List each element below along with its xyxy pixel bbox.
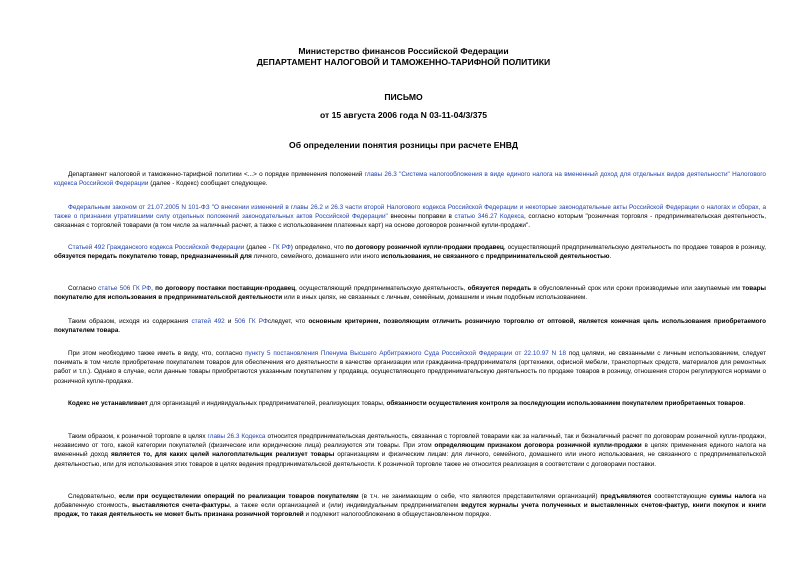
text-span: ) определено, что [290, 244, 346, 251]
link-article-492-gk[interactable]: Статьей 492 Гражданского кодекса Российской Федерации [68, 244, 245, 251]
bold-span: обязуется передать [467, 285, 532, 292]
text-span: и [224, 318, 235, 325]
text-span: и подлежит налогообложению в общеустановленном порядке. [303, 511, 492, 519]
bold-span: если при осуществлении операций по реализации товаров покупателям [118, 493, 359, 500]
text-span: следует, что [267, 318, 309, 325]
text-span: При этом необходимо также иметь в виду, что, согласно [68, 350, 246, 357]
document-subject: Об определении понятия розницы при расчете ЕНВД [289, 140, 518, 150]
text-span: , осуществляющий предпринимательскую деятельность по продаже товаров в розницу, [503, 244, 767, 251]
bold-span: выставляются счета-фактуры [132, 502, 230, 510]
text-span: организациям и физическим лицам: для личного, семейного, домашнего или иного использования, не связанного с предпринимательской деятельностью, или для использования этих товаров в целях ведения предпринимательской деятельности. К розничной торговле также не относится реализация в соответствии с договорами поставки. [54, 451, 766, 468]
text-span: для организаций и индивидуальных предпринимателей, реализующих товары, [147, 400, 387, 407]
link-gk-rf[interactable]: ГК РФ [272, 244, 291, 251]
bold-span: обязанности осуществления контроля за последующим использованием покупателем приобретаемых товаров [386, 400, 744, 407]
text-span: или в иных целях, не связанных с личным, семейным, домашним и иным подобным использованием. [282, 294, 588, 302]
text-span: (в т.ч. не занимающим о себе, что являются представителями организаций) [358, 493, 601, 500]
text-span: . [609, 253, 612, 261]
paragraph-2 [54, 203, 766, 231]
text-span: Следовательно, [68, 493, 119, 500]
text-span: . [743, 400, 746, 407]
paragraph-8 [54, 432, 766, 469]
link-article-506[interactable]: 506 ГК РФ [234, 318, 268, 325]
text-span: внесены поправки в [387, 213, 455, 221]
paragraph-7 [54, 399, 766, 408]
text-span: Таким образом, исходя из содержания [68, 318, 192, 325]
bold-span: Кодекс не устанавливает [68, 400, 148, 407]
bold-span: суммы налога [709, 493, 756, 500]
text-span: (далее - [244, 244, 273, 251]
link-federal-law-101fz[interactable]: Федеральным законом от 21.07.2005 N 101-ФЗ "О внесении изменений в главы 26.2 и 26.3 части второй Налогового кодекса Российской Федерации и некоторые законодательные акты Российской Федерации о налогах и сборах, а также о признании утратившими силу отдельных положений законодательных актов Российской Федерации" [54, 204, 766, 221]
link-article-346-27[interactable]: статью 346.27 Кодекса [454, 213, 524, 221]
paragraph-6 [54, 349, 766, 386]
text-span: , а также если организацией и (или) индивидуальным предпринимателем [229, 502, 462, 510]
text-span: , осуществляющий предпринимательскую деятельность, [295, 285, 468, 292]
bold-span: по договору розничной купли-продажи продавец [345, 244, 504, 251]
text-span: в обусловленный срок или сроки производимые или закупаемые им [531, 285, 743, 292]
link-article-492[interactable]: статей 492 [191, 318, 225, 325]
text-span: Департамент налоговой и таможенно-тарифной политики <...> о порядке применения положений [68, 171, 365, 178]
text-span: относится предпринимательская деятельность, связанная с торговлей товарами как за наличный, так и безналичный расчет по договорам розничной купли-продажи, независимо от того, какой категории покупателей (физические или юридические лица) реализуются эти товары. При этом [54, 433, 766, 450]
text-span: Таким образом, к розничной торговле в целях [68, 433, 208, 440]
link-chapter-26-3-code[interactable]: главы 26.3 Кодекса [207, 433, 266, 440]
bold-span: обязуется передать покупателю товар, предназначенный для [54, 253, 252, 261]
link-plenum-resolution[interactable]: пункту 5 постановления Пленума Высшего Арбитражного Суда Российской Федерации от 22.10.97 N 18 [245, 350, 567, 357]
text-span: под целями, не связанными с личным использованием, следует понимать в том числе приобретение покупателем товаров для обеспечения его деятельности в качестве организации или гражданина-предпринимателя (оргтехники, офисной мебели, транспортных средств, материалов для ремонтных работ и т.п.). Однако в случае, если данные товары приобретаются указанным покупателем у продавца, осуществляющего предпринимательскую деятельность по продаже товаров в розницу, отношения сторон регулируются нормами о розничной купле-продаже. [54, 350, 767, 385]
department-name: ДЕПАРТАМЕНТ НАЛОГОВОЙ И ТАМОЖЕННО-ТАРИФНОЙ ПОЛИТИКИ [256, 57, 551, 67]
bold-span: использования, не связанного с предпринимательской деятельностью [381, 253, 610, 261]
text-span: Согласно [68, 285, 99, 292]
bold-span: ведутся журналы учета полученных и выставленных счетов-фактур, книги покупок и книги продаж, то такая деятельность не может быть признана розничной торговлей [54, 502, 766, 519]
paragraph-4 [54, 284, 766, 302]
bold-span: по договору поставки поставщик-продавец [155, 285, 296, 292]
bold-span: основным критерием, позволяющим отличить розничную торговлю от оптовой, является конечная цель использования приобретаемого покупателем товара [54, 318, 766, 335]
bold-span: предъявляются [600, 493, 652, 500]
ministry-name: Министерство финансов Российской Федерации [298, 46, 509, 56]
text-span: соответствующие [651, 493, 710, 500]
paragraph-3 [54, 243, 766, 261]
bold-span: товары покупателю для использования в предпринимательской деятельности [54, 285, 767, 302]
text-span: личного, семейного, домашнего или иного [251, 253, 382, 261]
text-span: в целях применения единого налога на вмененный доход [54, 442, 766, 459]
paragraph-5 [54, 317, 766, 335]
document-number: от 15 августа 2006 года N 03-11-04/3/375 [319, 110, 488, 120]
text-span: , [151, 285, 156, 292]
link-chapter-26-3[interactable]: главы 26.3 "Система налогообложения в виде единого налога на вмененный доход для отдельных видов деятельности" Налогового кодекса Российской Федерации [54, 171, 766, 188]
text-span: на добавленную стоимость, [54, 493, 767, 510]
paragraph-9 [54, 492, 766, 520]
bold-span: определяющим признаком договора розничной купли-продажи [434, 442, 642, 450]
document-type: ПИСЬМО [384, 92, 423, 102]
paragraph-1 [54, 170, 766, 188]
text-span: . [118, 327, 121, 335]
link-article-506-gk[interactable]: статье 506 ГК РФ [98, 285, 152, 292]
text-span: (далее - Кодекс) сообщает следующее. [148, 180, 268, 188]
text-span: , согласно которым "розничная торговля - предпринимательская деятельность, связанная с торговлей товарами (в том числе за наличный расчет, а также с использованием платежных карт) на основе договоров розничной купли-продажи". [54, 213, 766, 230]
bold-span: является то, для каких целей налогоплательщик реализует товары [111, 451, 335, 459]
